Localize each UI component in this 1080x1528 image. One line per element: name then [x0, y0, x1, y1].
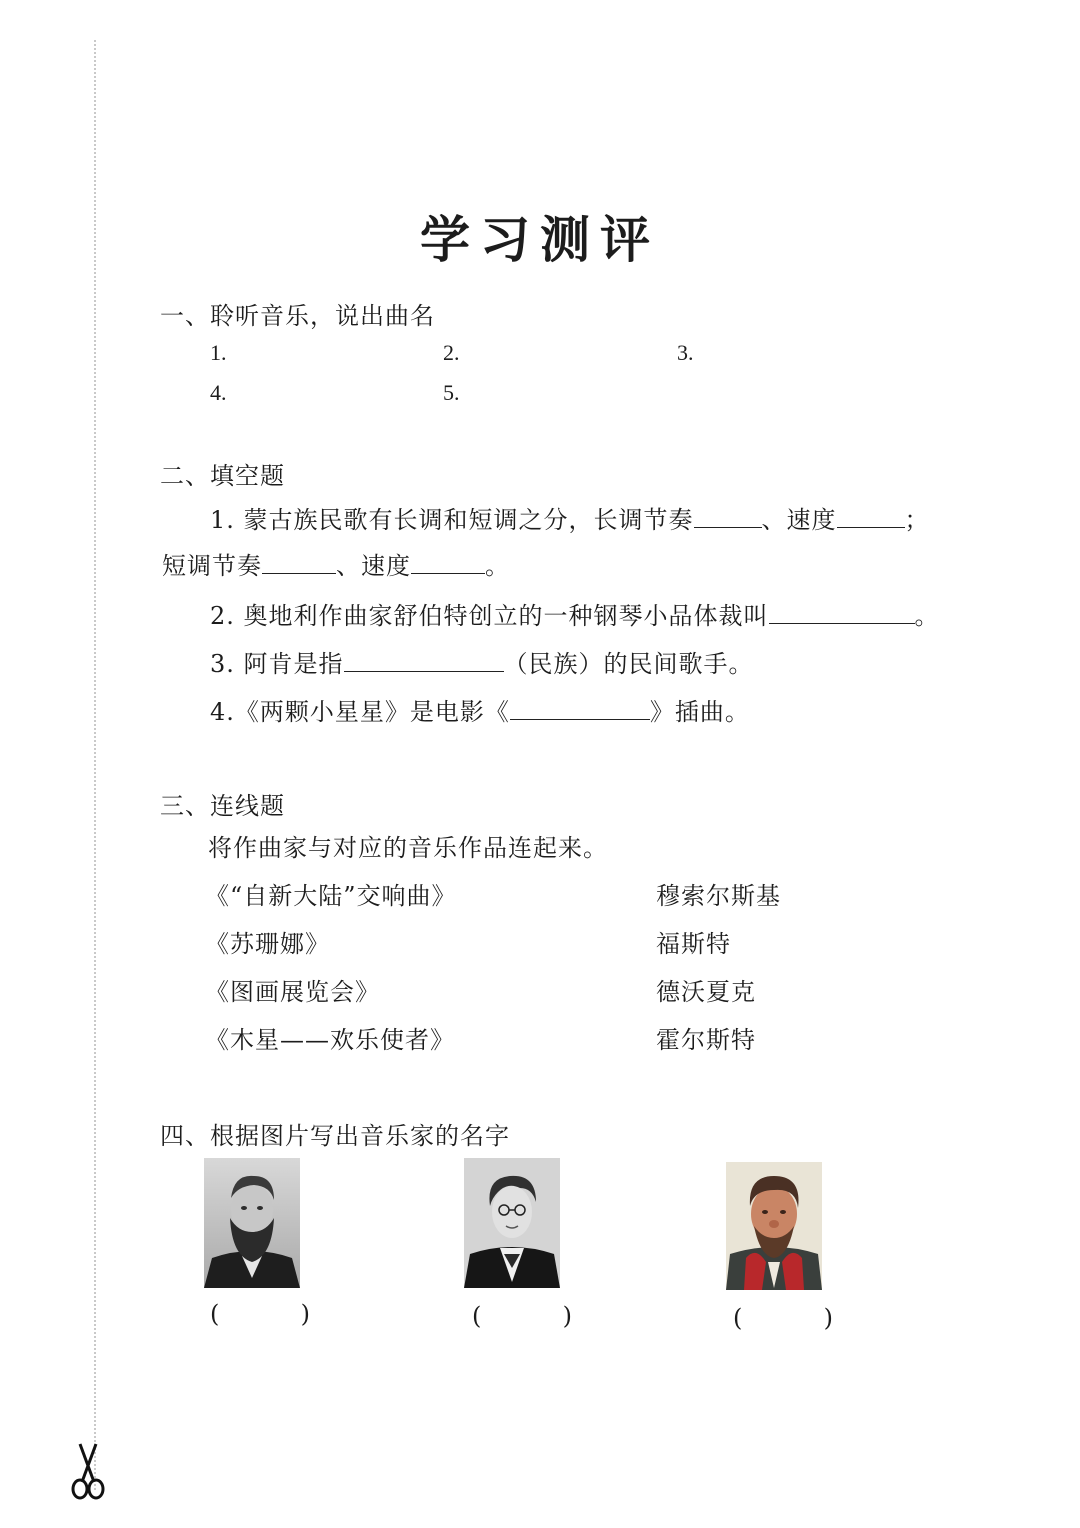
paren-open: (: [210, 1300, 220, 1328]
section-2-heading: 二、填空题: [160, 462, 285, 490]
question-3-text: 3. 阿肯是指: [210, 650, 344, 678]
section-3-heading: 三、连线题: [160, 792, 285, 820]
answer-blank[interactable]: [769, 598, 915, 624]
paren-close: ): [562, 1302, 572, 1330]
answer-parentheses-2[interactable]: [472, 1302, 572, 1330]
composer-2[interactable]: 福斯特: [656, 930, 731, 958]
section-1-heading: 一、聆听音乐，说出曲名: [160, 302, 435, 330]
music-work-1[interactable]: 《“自新大陆”交响曲》: [205, 882, 457, 910]
listen-item-3: 3.: [677, 340, 694, 365]
music-work-3[interactable]: 《图画展览会》: [205, 978, 380, 1006]
answer-blank[interactable]: [262, 548, 336, 574]
question-1-text-5: 、速度: [336, 552, 411, 580]
section-3-instruction: 将作曲家与对应的音乐作品连起来。: [208, 834, 608, 862]
paren-open: (: [472, 1302, 482, 1330]
page-title: 学习测评: [420, 210, 660, 269]
paren-close: ): [300, 1300, 310, 1328]
listen-item-1: 1.: [210, 340, 227, 365]
answer-parentheses-1[interactable]: [210, 1300, 310, 1328]
question-3-text-2: （民族）的民间歌手。: [503, 650, 754, 678]
composer-4[interactable]: 霍尔斯特: [656, 1026, 756, 1054]
answer-parentheses-3[interactable]: [733, 1304, 833, 1332]
scissors-icon: [70, 1442, 106, 1500]
answer-blank[interactable]: [510, 694, 650, 720]
listen-item-4: 4.: [210, 380, 227, 405]
question-4: [210, 692, 750, 727]
composer-portrait-1: [204, 1158, 300, 1288]
question-2-text-2: 。: [914, 602, 940, 630]
question-1-text-3: ；: [904, 506, 930, 534]
question-4-text: 4.《两颗小星星》是电影《: [210, 698, 510, 726]
answer-blank[interactable]: [344, 646, 504, 672]
composer-portrait-3: [726, 1162, 822, 1290]
question-1-text-2: 、速度: [761, 506, 837, 534]
composer-3[interactable]: 德沃夏克: [656, 978, 756, 1006]
question-1-line-2: [162, 546, 510, 581]
question-2-text: 2. 奥地利作曲家舒伯特创立的一种钢琴小品体裁叫: [210, 602, 769, 630]
listen-item-2: 2.: [443, 340, 460, 365]
section-4-heading: 四、根据图片写出音乐家的名字: [160, 1122, 510, 1150]
question-1-text-4: 短调节奏: [162, 552, 262, 580]
listen-item-5: 5.: [443, 380, 460, 405]
question-1-text: 1. 蒙古族民歌有长调和短调之分，长调节奏: [210, 506, 694, 534]
paren-close: ): [823, 1304, 833, 1332]
question-1-text-6: 。: [485, 552, 510, 580]
question-4-text-2: 》插曲。: [649, 698, 750, 726]
question-3: [210, 644, 754, 679]
composer-1[interactable]: 穆索尔斯基: [656, 882, 781, 910]
composer-portrait-2: [464, 1158, 560, 1288]
question-1-line-1: [210, 500, 930, 535]
answer-blank[interactable]: [694, 502, 762, 528]
paren-open: (: [733, 1304, 743, 1332]
music-work-4[interactable]: 《木星——欢乐使者》: [205, 1026, 455, 1054]
answer-blank[interactable]: [837, 502, 905, 528]
question-2: [210, 596, 940, 631]
music-work-2[interactable]: 《苏珊娜》: [205, 930, 330, 958]
answer-blank[interactable]: [411, 548, 485, 574]
